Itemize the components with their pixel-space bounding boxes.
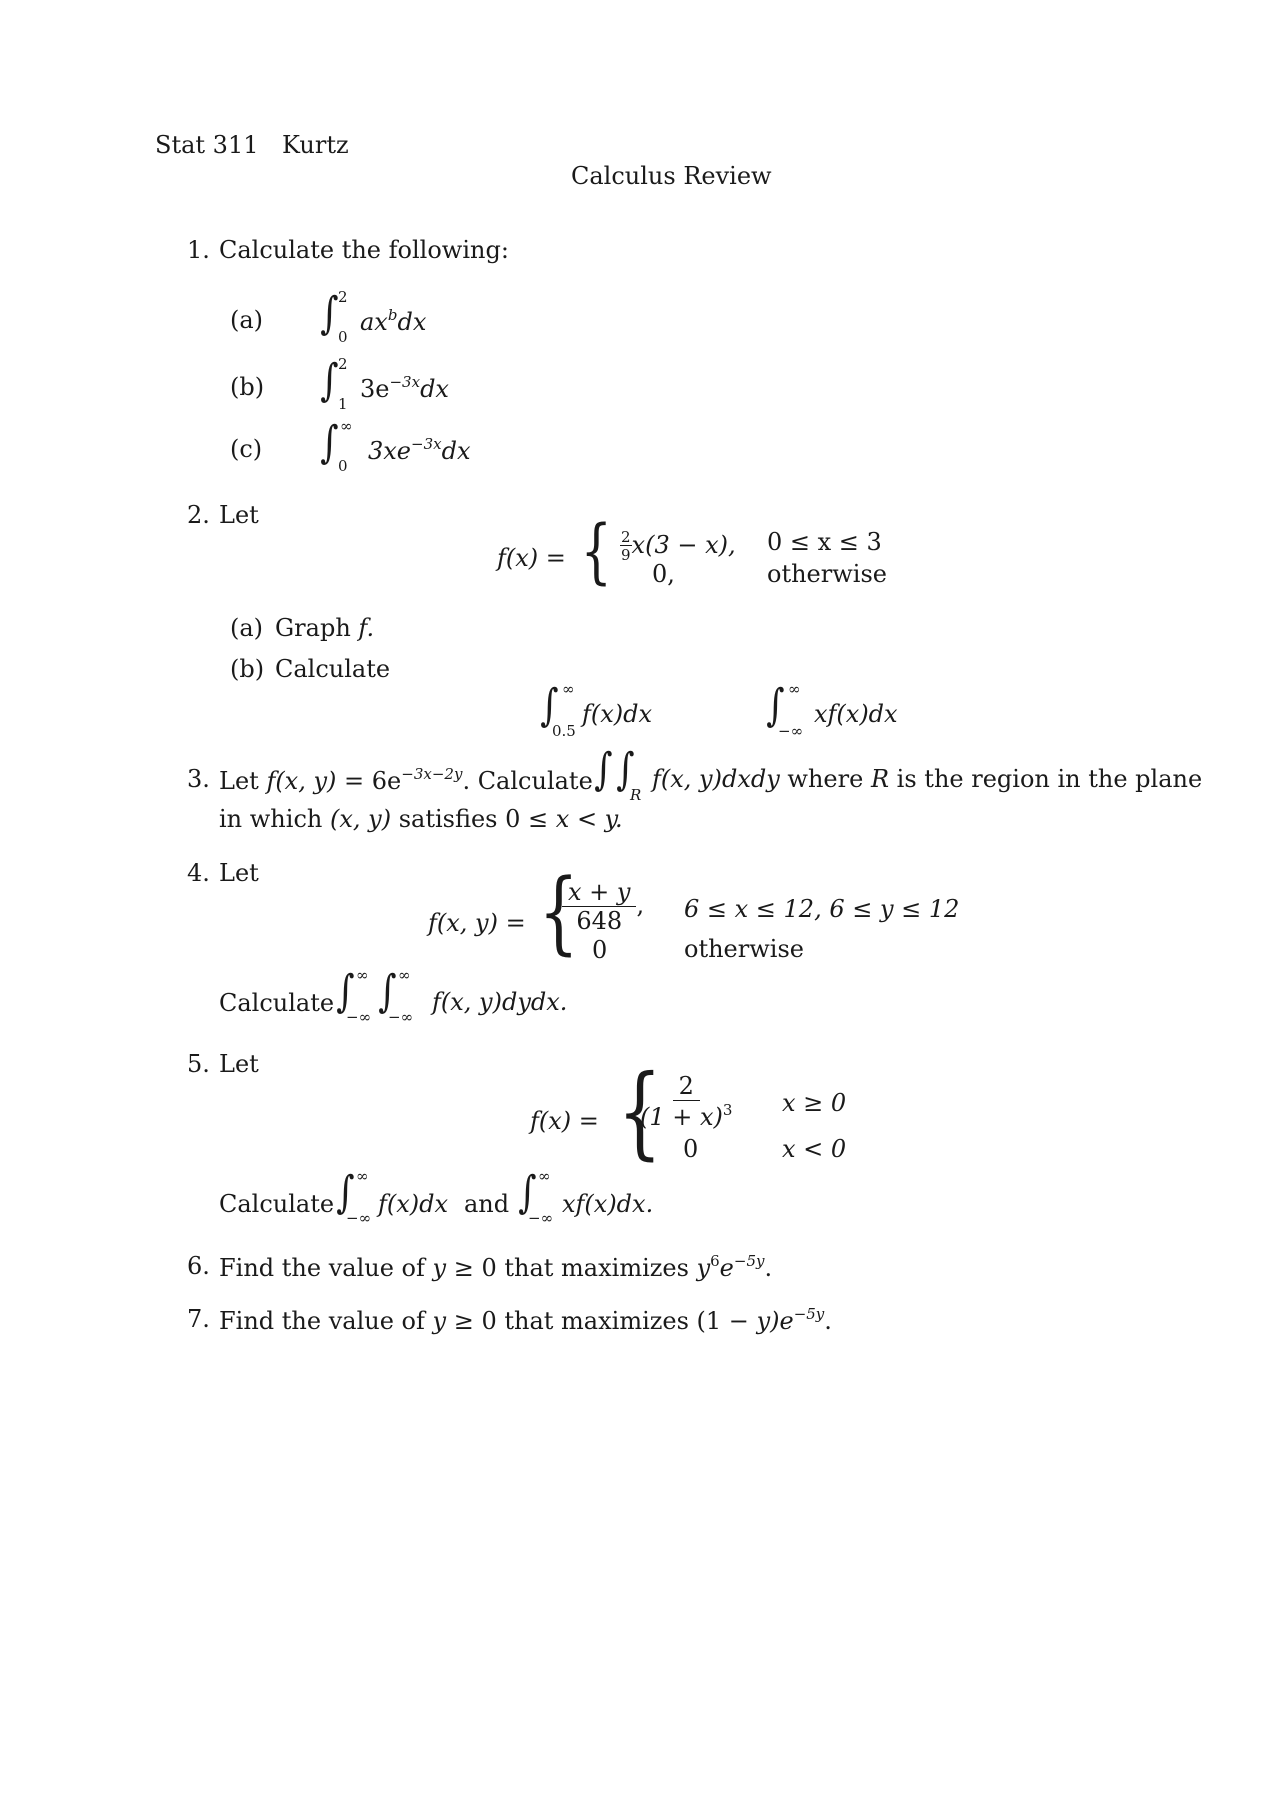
integral-sign: ∫ xyxy=(320,355,339,406)
integrand: 3e xyxy=(360,375,390,403)
lower-limit-2: −∞ xyxy=(528,1209,554,1227)
text: Let xyxy=(219,767,259,795)
differential: dx xyxy=(397,308,427,336)
integral-body: f(x)dx xyxy=(582,700,653,728)
pair: (x, y) xyxy=(329,805,392,833)
problem-2-case2: 0, xyxy=(652,560,675,588)
integral-sign-2: ∫ xyxy=(616,744,635,795)
upper-limit-1: ∞ xyxy=(356,966,369,984)
problem-5-case1 xyxy=(640,1074,732,1129)
page-title: Calculus Review xyxy=(571,162,772,190)
course-label: Stat 311 xyxy=(155,131,259,159)
integral-sign-1: ∫ xyxy=(594,744,613,795)
variable: y xyxy=(432,1307,447,1335)
problem-5-lhs: f(x) = xyxy=(530,1107,599,1135)
comma: , xyxy=(636,891,645,919)
problem-2b-label: (b) xyxy=(230,655,265,683)
expression: = 6e xyxy=(344,767,402,795)
exponent: −5y xyxy=(793,1305,825,1323)
upper-limit: ∞ xyxy=(788,680,801,698)
fraction-denominator: 648 xyxy=(576,907,623,935)
problem-3-line-2 xyxy=(219,807,623,831)
problem-1b-label: (b) xyxy=(230,373,265,401)
problem-3-line-1-tail xyxy=(652,767,1202,791)
exponent: −3x xyxy=(411,435,442,453)
problem-4-prompt: Let xyxy=(219,859,259,887)
exponent: −3x−2y xyxy=(401,765,463,783)
period: . xyxy=(764,1254,773,1282)
integral-body: f(x, y)dydx. xyxy=(432,988,568,1016)
problem-2-case1-condition: 0 ≤ x ≤ 3 xyxy=(767,528,882,556)
region-subscript: R xyxy=(630,786,642,804)
text: Find the value of xyxy=(219,1307,425,1335)
exponent: −5y xyxy=(733,1252,765,1270)
problem-6-number: 6. xyxy=(187,1252,210,1280)
lower-limit: 0 xyxy=(338,328,348,346)
case1-expression: x(3 − x), xyxy=(631,531,736,559)
problem-5-number: 5. xyxy=(187,1050,210,1078)
problem-1c-integral xyxy=(318,417,518,477)
integral-sign-2: ∫ xyxy=(518,1167,537,1218)
problem-2-lhs: f(x) = xyxy=(497,544,566,572)
fraction-numerator: 2 xyxy=(673,1074,700,1101)
problem-1a-label: (a) xyxy=(230,306,264,334)
lower-limit: 0.5 xyxy=(552,722,576,740)
problem-1c-label: (c) xyxy=(230,435,263,463)
denominator-exponent: 3 xyxy=(722,1101,733,1119)
problem-4-case2: 0 xyxy=(592,936,608,964)
exponent: b xyxy=(387,306,398,324)
problem-4-case2-condition: otherwise xyxy=(684,935,804,963)
upper-limit-2: ∞ xyxy=(398,966,411,984)
period: . xyxy=(824,1307,832,1335)
lower-limit: 1 xyxy=(338,395,348,413)
left-brace: { xyxy=(580,510,612,592)
upper-limit-1: ∞ xyxy=(356,1167,369,1185)
problem-2-integral-1 xyxy=(538,680,708,740)
problem-2-case1 xyxy=(620,530,736,563)
upper-limit: ∞ xyxy=(562,680,575,698)
integral-sign-2: ∫ xyxy=(378,966,397,1017)
integral-sign: ∫ xyxy=(320,417,339,468)
integral-sign-1: ∫ xyxy=(336,1167,355,1218)
text: where xyxy=(787,765,864,793)
lower-limit: −∞ xyxy=(778,722,804,740)
problem-7-number: 7. xyxy=(187,1305,210,1333)
integral-body: xf(x)dx xyxy=(814,700,898,728)
upper-limit-2: ∞ xyxy=(538,1167,551,1185)
problem-5-prompt: Let xyxy=(219,1050,259,1078)
text: satisfies 0 ≤ xyxy=(398,805,549,833)
text: is the region in the plane xyxy=(896,765,1203,793)
lower-limit-1: −∞ xyxy=(346,1008,372,1026)
problem-4-lhs: f(x, y) = xyxy=(428,909,526,937)
problem-2-case2-condition: otherwise xyxy=(767,560,887,588)
region: R xyxy=(870,765,890,793)
lower-limit-1: −∞ xyxy=(346,1209,372,1227)
problem-4-integral xyxy=(334,966,574,1026)
lower-limit-2: −∞ xyxy=(388,1008,414,1026)
and-text: and xyxy=(464,1190,510,1218)
coef-denominator: 9 xyxy=(621,546,631,564)
upper-limit: ∞ xyxy=(340,417,353,435)
variable: y xyxy=(432,1254,447,1282)
text: . Calculate xyxy=(462,767,593,795)
integrand: ax xyxy=(360,308,388,336)
coef-numerator: 2 xyxy=(621,528,631,546)
problem-2b-text: Calculate xyxy=(275,655,391,683)
fraction-numerator: x + y xyxy=(562,880,636,907)
problem-1-number: 1. xyxy=(187,236,210,264)
problem-2a-text xyxy=(275,616,374,640)
text: Find the value of xyxy=(219,1254,425,1282)
inequality: x < y. xyxy=(555,805,623,833)
problem-6-text xyxy=(219,1254,772,1280)
problem-7-text xyxy=(219,1307,832,1333)
integral-body-2: xf(x)dx. xyxy=(562,1190,654,1218)
problem-2-number: 2. xyxy=(187,501,210,529)
integral-sign: ∫ xyxy=(320,288,339,339)
e: e xyxy=(719,1254,734,1282)
problem-5-case2: 0 xyxy=(683,1135,699,1163)
function: f(x, y) xyxy=(266,767,337,795)
text: ≥ 0 that maximizes xyxy=(453,1254,689,1282)
lower-limit: 0 xyxy=(338,457,348,475)
upper-limit: 2 xyxy=(338,355,348,373)
problem-1b-integral xyxy=(318,355,518,415)
problem-5-calculate: Calculate xyxy=(219,1190,335,1218)
text: in which xyxy=(219,805,323,833)
part-a-var: f. xyxy=(358,614,375,642)
problem-5-case1-condition: x ≥ 0 xyxy=(782,1089,847,1117)
problem-4-case1-condition: 6 ≤ x ≤ 12, 6 ≤ y ≤ 12 xyxy=(684,895,960,923)
differential: dx xyxy=(441,437,471,465)
problem-5-case2-condition: x < 0 xyxy=(782,1135,847,1163)
problem-5-integrals xyxy=(334,1167,734,1227)
problem-2a-label: (a) xyxy=(230,614,264,642)
problem-4-number: 4. xyxy=(187,859,210,887)
integral-sign-1: ∫ xyxy=(336,966,355,1017)
left-brace: { xyxy=(617,1053,663,1170)
text: ≥ 0 that maximizes (1 − xyxy=(453,1307,749,1335)
problem-2-integral-2 xyxy=(764,680,934,740)
integrand: f(x, y)dxdy xyxy=(652,765,780,793)
part-a-text: Graph xyxy=(275,614,351,642)
left-brace: { xyxy=(538,860,579,965)
integral-body-1: f(x)dx xyxy=(378,1190,449,1218)
problem-3-line-1 xyxy=(219,767,593,793)
differential: dx xyxy=(420,375,449,403)
integral-sign: ∫ xyxy=(540,680,559,731)
problem-1-prompt: Calculate the following: xyxy=(219,236,509,264)
exponent: −3x xyxy=(389,373,421,391)
problem-4-calculate: Calculate xyxy=(219,989,335,1017)
problem-2-prompt: Let xyxy=(219,501,259,529)
upper-limit: 2 xyxy=(338,288,348,306)
integrand: 3xe xyxy=(368,437,412,465)
problem-1a-integral xyxy=(318,288,478,348)
fraction-denominator: (1 + x) xyxy=(640,1103,723,1131)
instructor-label: Kurtz xyxy=(282,131,349,159)
problem-4-case1 xyxy=(562,880,644,933)
expression: y)e xyxy=(756,1307,794,1335)
exponent: 6 xyxy=(710,1252,720,1270)
integral-sign: ∫ xyxy=(766,680,785,731)
problem-3-number: 3. xyxy=(187,765,210,793)
base: y xyxy=(696,1254,711,1282)
